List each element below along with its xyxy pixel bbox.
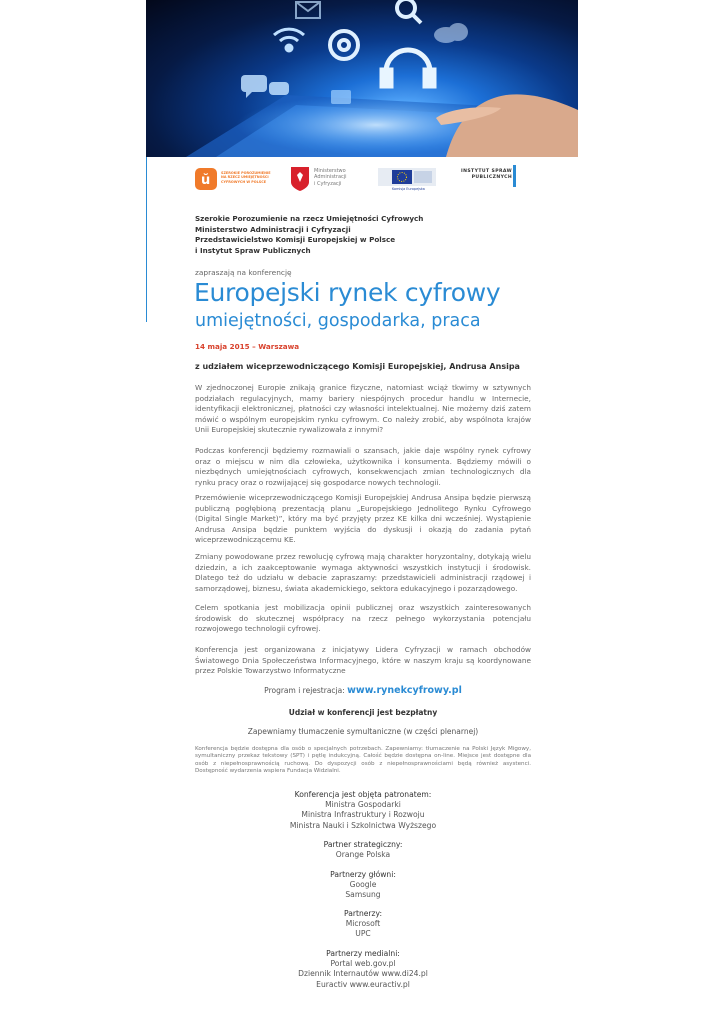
- svg-text:ŭ: ŭ: [201, 173, 211, 188]
- partner-item: UPC: [355, 929, 371, 939]
- hero-image: [146, 0, 578, 157]
- patron-item: Ministra Gospodarki: [325, 800, 401, 810]
- organizers-list: [195, 214, 423, 256]
- headphones-icon: [382, 50, 434, 86]
- mail-icon: [296, 2, 320, 18]
- organizer-item: Ministerstwo Administracji i Cyfryzacji: [195, 224, 351, 234]
- partner-item: Dziennik Internautów www.di24.pl: [298, 969, 428, 979]
- organizer-item: Szerokie Porozumienie na rzecz Umiejętności Cyfrowych: [195, 214, 424, 223]
- partner-item: Google: [349, 880, 377, 890]
- event-date: 14 maja 2015 – Warszawa: [195, 342, 300, 351]
- organizer-item: i Instytut Spraw Publicznych: [195, 245, 311, 255]
- search-icon: [397, 0, 421, 23]
- partner-item: Portal web.gov.pl: [330, 959, 396, 969]
- media-partners-block: [195, 949, 531, 990]
- wifi-icon: [274, 29, 304, 51]
- partner-item: Samsung: [345, 890, 381, 900]
- at-icon: [330, 31, 358, 59]
- partner-heading: Partner strategiczny:: [323, 840, 403, 849]
- paragraph: Konferencja jest organizowana z inicjatywy Lidera Cyfryzacji w ramach obchodów Światowego Dnia Społeczeństwa Informacyjnego, które w naszym kraju są koordynowane przez Polskie Towarzystwo Informatyczne: [195, 645, 531, 676]
- registration-label: Program i rejestracja:: [264, 686, 345, 695]
- phone-icon: [331, 90, 351, 104]
- main-partners-block: [195, 870, 531, 901]
- partners-block: [195, 909, 531, 940]
- registration-line: [195, 685, 531, 696]
- free-participation: Udział w konferencji jest bezpłatny: [288, 708, 438, 717]
- page-subtitle: umiejętności, gospodarka, praca: [195, 311, 481, 331]
- paragraph: Celem spotkania jest mobilizacja opinii publicznej oraz wszystkich zainteresowanych środowisk do skutecznej współpracy na rzecz pełnego wykorzystania potencjału rozwojowego technologii cyfrowej.: [195, 603, 531, 634]
- patronage-heading: Konferencja jest objęta patronatem:: [294, 790, 432, 799]
- partner-logos: [195, 163, 525, 203]
- szerokie-porozumienie-logo: ŭ SZEROKIE POROZUMIENIE NA RZECZ UMIEJĘTNOŚCI CYFROWYCH W POLSCE: [195, 168, 217, 194]
- organizer-item: Przedstawicielstwo Komisji Europejskiej w Polsce: [195, 235, 396, 244]
- partner-heading: Partnerzy główni:: [330, 870, 396, 879]
- eu-commission-logo: Komisja Europejska: [378, 168, 436, 198]
- partner-heading: Partnerzy:: [343, 909, 383, 918]
- accent-line: [146, 157, 147, 322]
- partner-item: Orange Polska: [335, 850, 391, 860]
- invite-text: zapraszają na konferencję: [195, 268, 292, 277]
- page-title: Europejski rynek cyfrowy: [194, 278, 501, 307]
- strategic-partner-block: [195, 840, 531, 860]
- accessibility-note: Konferencja będzie dostępna dla osób o specjalnych potrzebach. Zapewniamy: tłumaczenie na Polski Język Migowy, symultaniczny przekaz tekstowy (SPT) i pętlę indukcyjną. Całość będzie dostępna on-line. Miejsce jest dostępne dla osób z niepełnosprawnością ruchową. Do dyspozycji osób z niepełnosprawnościami będą również asystenci. Dostępność wydarzenia wspiera Fundacja Widzialni.: [195, 746, 531, 775]
- partner-item: Microsoft: [345, 919, 381, 929]
- patron-item: Ministra Infrastruktury i Rozwoju: [301, 810, 425, 820]
- guest-line: z udziałem wiceprzewodniczącego Komisji Europejskiej, Andrusa Ansipa: [195, 362, 520, 371]
- isp-logo: INSTYTUT SPRAW PUBLICZNYCH: [461, 169, 512, 181]
- patronage-block: [195, 790, 531, 831]
- paragraph: Przemówienie wiceprzewodniczącego Komisji Europejskiej Andrusa Ansipa będzie pierwszą publiczną pogłębioną prezentacją planu „Europejskiego Jednolitego Rynku Cyfrowego (Digital Single Market)”, który ma być przyjęty przez KE kilka dni wcześniej. Wystąpienie Andrusa Ansipa będzie punktem wyjścia do dyskusji i okazją do zadania pytań wiceprzewodniczącemu KE.: [195, 493, 531, 545]
- partner-item: Euractiv www.euractiv.pl: [316, 979, 410, 989]
- paragraph: W zjednoczonej Europie znikają granice fizyczne, natomiast wciąż tkwimy w sztywnych podziałach regulacyjnych, mamy bariery niespójnych procedur handlu w Internecie, identyfikacji elektronicznej, płatności czy własności intelektualnej. Nie możemy dziś zatem mówić o wspólnym europejskim rynku cyfrowym. Co należy zrobić, aby wspólnota krajów Unii Europejskiej skutecznie rywalizowała z innymi?: [195, 383, 531, 435]
- partner-heading: Partnerzy medialni:: [326, 949, 400, 958]
- paragraph: Podczas konferencji będziemy rozmawiali o szansach, jakie daje wspólny rynek cyfrowy oraz o miejscu w nim dla człowieka, użytkownika i konsumenta. Będziemy mówili o niezbędnych umiejętnościach cyfrowych, konsekwencjach zmian technologicznych dla rynku pracy oraz o rozwijającej się gospodarce nowych technologii.: [195, 446, 531, 487]
- translation-note: Zapewniamy tłumaczenie symultaniczne (w części plenarnej): [247, 727, 479, 736]
- chat-icon: [241, 75, 289, 98]
- patron-item: Ministra Nauki i Szkolnictwa Wyższego: [289, 820, 437, 830]
- registration-link[interactable]: www.rynekcyfrowy.pl: [347, 685, 462, 696]
- cloud-icon: [434, 23, 468, 43]
- paragraph: Zmiany powodowane przez rewolucję cyfrową mają charakter horyzontalny, dotykają wielu dziedzin, a ich zaakceptowanie wymaga aktywności wszystkich instytucji i środowisk. Dlatego też do udziału w debacie zapraszamy: przedstawicieli administracji rządowej i samorządowej, biznesu, świata akademickiego, sektora edukacyjnego i pozarządowego.: [195, 552, 531, 593]
- ministerstwo-logo: Ministerstwo Administracji i Cyfryzacji: [290, 166, 310, 196]
